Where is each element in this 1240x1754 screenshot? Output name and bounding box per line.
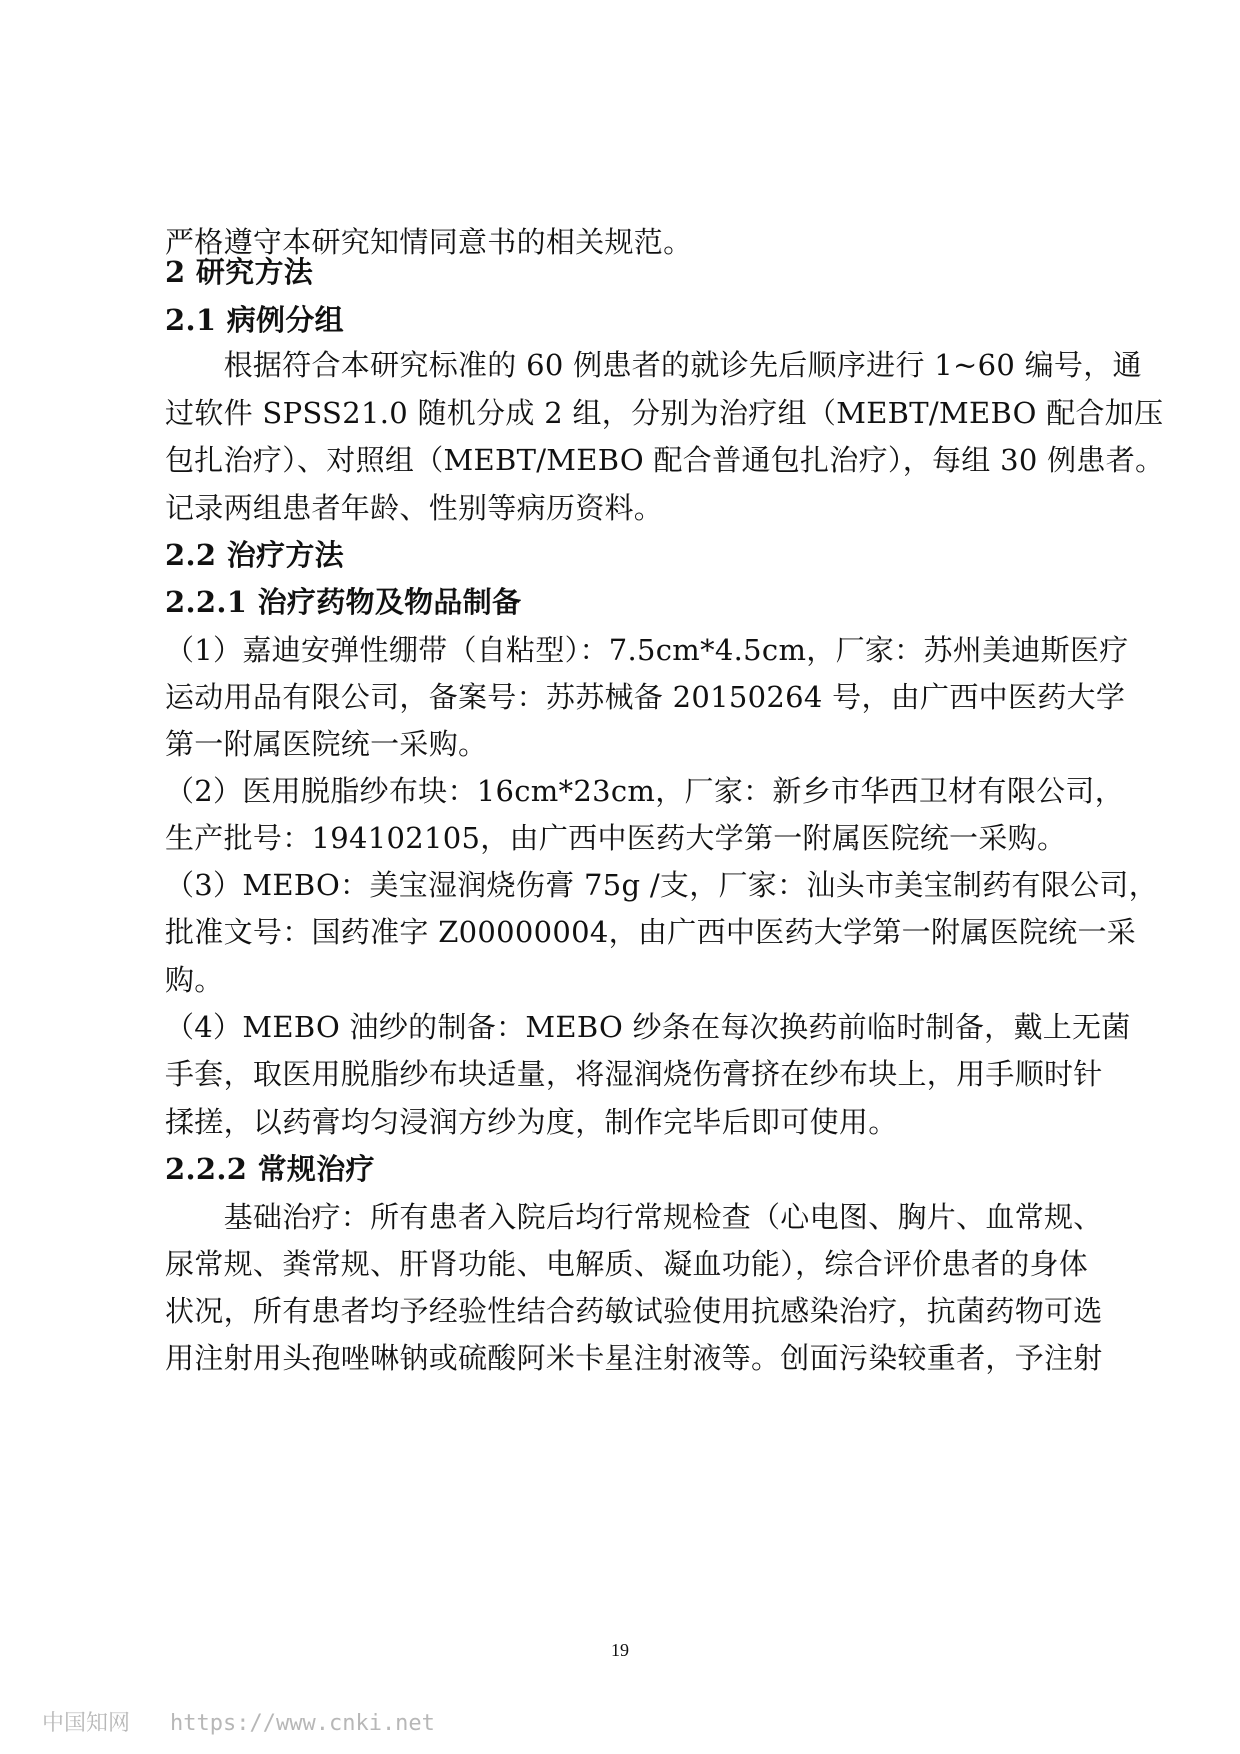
subsection-heading: 2.2.1 治疗药物及物品制备 bbox=[165, 585, 522, 619]
body-line: 运动用品有限公司，备案号：苏苏械备 20150264 号，由广西中医药大学 bbox=[165, 680, 1126, 714]
body-line: （1）嘉迪安弹性绷带（自粘型）：7.5cm*4.5cm，厂家：苏州美迪斯医疗 bbox=[165, 633, 1129, 667]
body-line: 根据符合本研究标准的 60 例患者的就诊先后顺序进行 1~60 编号，通 bbox=[165, 348, 1142, 382]
subsection-heading: 2.2 治疗方法 bbox=[165, 538, 344, 572]
body-line: 手套，取医用脱脂纱布块适量，将湿润烧伤膏挤在纱布块上，用手顺时针 bbox=[165, 1057, 1103, 1091]
body-line: 过软件 SPSS21.0 随机分成 2 组，分别为治疗组（MEBT/MEBO 配合加压 bbox=[165, 396, 1164, 430]
body-line: 揉搓，以药膏均匀浸润方纱为度，制作完毕后即可使用。 bbox=[165, 1105, 898, 1139]
watermark bbox=[42, 1706, 435, 1737]
body-line: 尿常规、粪常规、肝肾功能、电解质、凝血功能），综合评价患者的身体 bbox=[165, 1247, 1089, 1281]
subsection-heading: 2.2.2 常规治疗 bbox=[165, 1152, 375, 1186]
body-line: （2）医用脱脂纱布块：16cm*23cm，厂家：新乡市华西卫材有限公司， bbox=[165, 774, 1125, 808]
watermark-brand: 中国知网 bbox=[42, 1711, 131, 1736]
body-line: 状况，所有患者均予经验性结合药敏试验使用抗感染治疗，抗菌药物可选 bbox=[165, 1294, 1103, 1328]
body-line: （3）MEBO：美宝湿润烧伤膏 75g /支，厂家：汕头市美宝制药有限公司， bbox=[165, 868, 1159, 902]
body-line: 生产批号：194102105，由广西中医药大学第一附属医院统一采购。 bbox=[165, 821, 1067, 855]
body-line: 基础治疗：所有患者入院后均行常规检查（心电图、胸片、血常规、 bbox=[165, 1200, 1103, 1234]
body-line: 第一附属医院统一采购。 bbox=[165, 727, 488, 761]
page-number: 19 bbox=[611, 1640, 629, 1660]
subsection-heading: 2.1 病例分组 bbox=[165, 303, 344, 337]
section-heading: 2 研究方法 bbox=[165, 255, 314, 289]
watermark-url: https://www.cnki.net bbox=[170, 1711, 435, 1736]
body-line: （4）MEBO 油纱的制备：MEBO 纱条在每次换药前临时制备，戴上无菌 bbox=[165, 1010, 1131, 1044]
body-line: 严格遵守本研究知情同意书的相关规范。 bbox=[165, 225, 693, 259]
body-line: 购。 bbox=[165, 963, 224, 997]
body-line: 记录两组患者年龄、性别等病历资料。 bbox=[165, 491, 664, 525]
body-line: 用注射用头孢唑啉钠或硫酸阿米卡星注射液等。创面污染较重者，予注射 bbox=[165, 1341, 1103, 1375]
body-line: 包扎治疗）、对照组（MEBT/MEBO 配合普通包扎治疗），每组 30 例患者。 bbox=[165, 443, 1165, 477]
body-line: 批准文号：国药准字 Z00000004，由广西中医药大学第一附属医院统一采 bbox=[165, 915, 1137, 949]
